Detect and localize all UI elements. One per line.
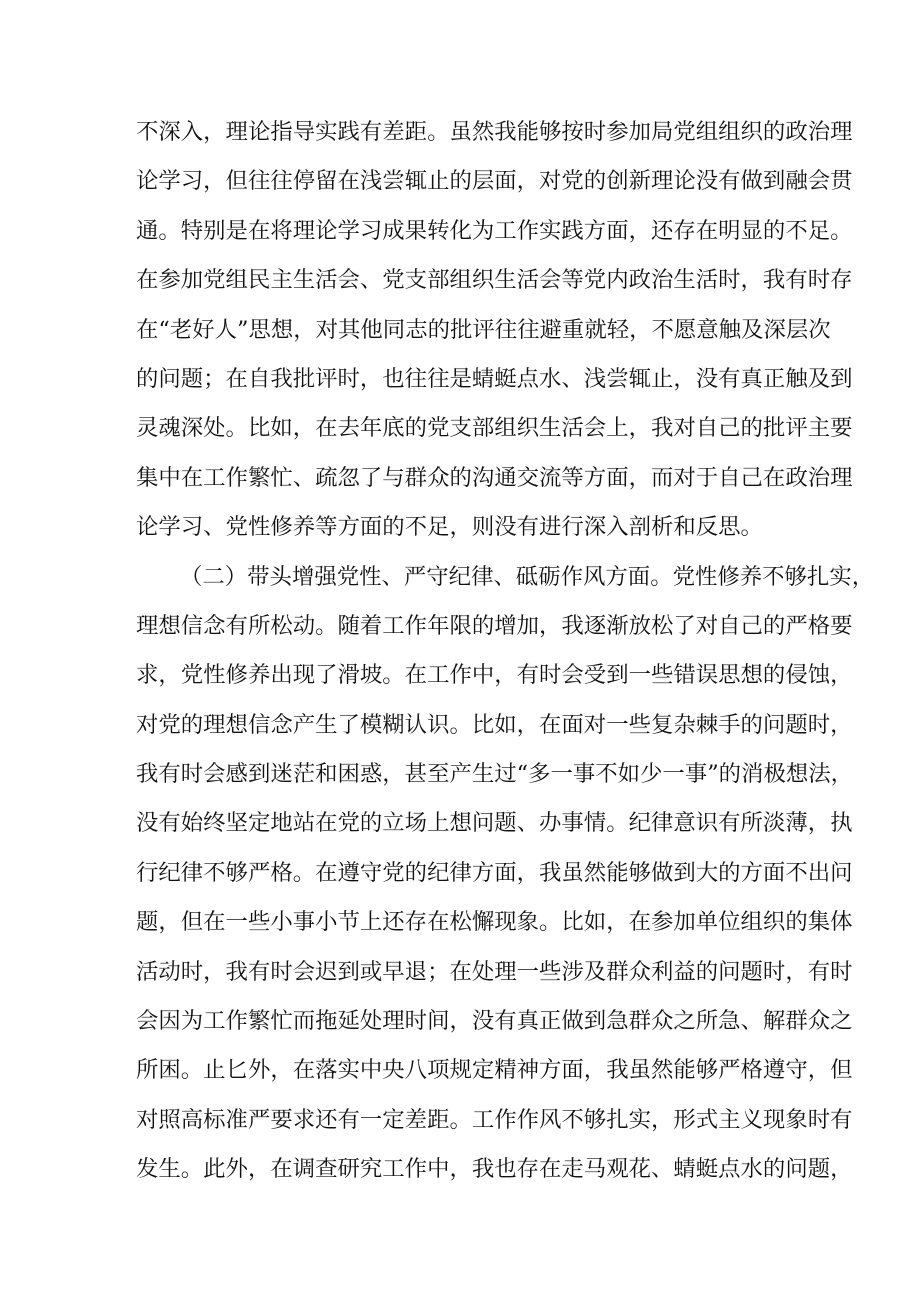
text-line: 灵魂深处。比如，在去年底的党支部组织生活会上，我对自己的批评主要 [136,415,853,442]
text-line: 活动时，我有时会迟到或早退；在处理一些涉及群众利益的问题时，有时 [136,958,853,985]
text-line: 行纪律不够严格。在遵守党的纪律方面，我虽然能够做到大的方面不出问 [136,859,853,886]
text-line: （二）带头增强党性、严守纪律、砥砺作风方面。党性修养不够扎实， [180,563,875,590]
text-line: 不深入，理论指导实践有差距。虽然我能够按时参加局党组组织的政治理 [136,119,853,145]
text-line: 对照高标准严要求还有一定差距。工作作风不够扎实，形式主义现象时有 [136,1106,853,1133]
text-line: 没有始终坚定地站在党的立场上想问题、办事情。纪律意识有所淡薄，执 [136,810,853,837]
text-line: 会因为工作繁忙而拖延处理时间，没有真正做到急群众之所急、解群众之 [136,1008,853,1035]
text-line: 的问题；在自我批评时，也往往是蜻蜓点水、浅尝辄止，没有真正触及到 [136,365,853,392]
text-line: 在参加党组民主生活会、党支部组织生活会等党内政治生活时，我有时存 [136,267,853,294]
document-body [136,108,875,1195]
text-line: 在“老好人”思想，对其他同志的批评往往避重就轻，不愿意触及深层次 [136,316,831,343]
text-line: 我有时会感到迷茫和困惑，甚至产生过“多一事不如少一事”的消极想法， [136,761,854,788]
text-line: 发生。此外，在调查研究工作中，我也存在走马观花、蜻蜓点水的问题， [136,1156,853,1183]
text-line: 论学习、党性修养等方面的不足，则没有进行深入剖析和反思。 [136,514,763,541]
text-line: 题，但在一些小事小节上还存在松懈现象。比如，在参加单位组织的集体 [136,909,853,936]
text-line: 求，党性修养出现了滑坡。在工作中，有时会受到一些错误思想的侵蚀， [136,662,853,689]
text-line: 集中在工作繁忙、疏忽了与群众的沟通交流等方面，而对于自己在政治理 [136,464,853,491]
text-line: 所困。止匕外，在落实中央八项规定精神方面，我虽然能够严格遵守，但 [136,1057,853,1084]
text-line: 通。特别是在将理论学习成果转化为工作实践方面，还存在明显的不足。 [136,217,853,244]
text-line: 论学习，但往往停留在浅尝辄止的层面，对党的创新理论没有做到融会贯 [136,168,853,195]
text-line: 对党的理想信念产生了模糊认识。比如，在面对一些复杂棘手的问题时， [136,711,853,738]
text-line: 理想信念有所松动。随着工作年限的增加，我逐渐放松了对自己的严格要 [136,612,853,639]
